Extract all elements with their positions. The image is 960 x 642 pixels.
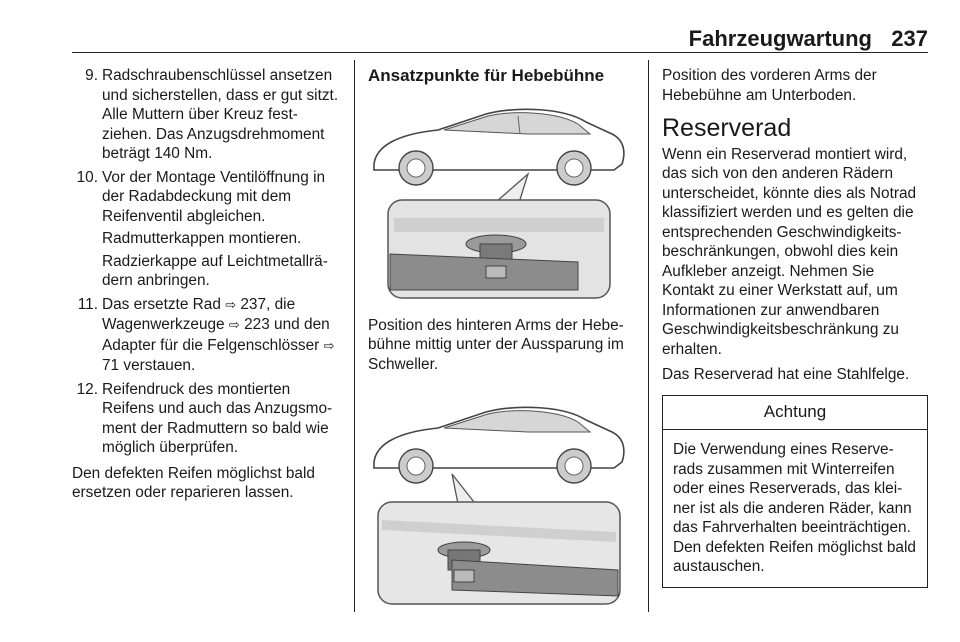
page-reference-arrow-icon: ⇨ bbox=[225, 297, 237, 313]
header-divider bbox=[72, 52, 928, 53]
closing-paragraph: Den defekten Reifen möglichst bald ersetzen oder reparieren lassen. bbox=[72, 464, 315, 501]
column-right bbox=[662, 66, 928, 588]
body-paragraph: Wenn ein Reserverad montiert wird, das sich von den anderen Rädern unterscheidet, könnte dies als Notrad klassifiziert werden und es gelten die entsprechenden Geschwindigkeitsbeschränkungen, obwohl dies kein Aufkleber anzeigt. Nehmen Sie Kontakt zu einer Werkstatt auf, um Informationen zur anwendbaren Geschwindigkeitsbeschränkung zu erhalten. bbox=[662, 145, 917, 358]
page-reference-link[interactable]: 223 und den Adapter für die Felgenschlösser bbox=[102, 316, 330, 354]
step-text: Das ersetzte Rad bbox=[102, 295, 221, 313]
section-heading: Reserverad bbox=[662, 114, 792, 142]
page-number: 237 bbox=[891, 26, 928, 51]
section-title: Fahrzeugwartung bbox=[688, 26, 872, 51]
step-text: Radschraubenschlüssel ansetzen und sicherstellen, dass er gut sitzt. Alle Muttern über Kreuz festziehen. Das Anzugsdrehmoment beträgt 140 Nm. bbox=[102, 67, 339, 162]
lift-point-front-illustration bbox=[368, 392, 630, 608]
page-reference-arrow-icon: ⇨ bbox=[323, 338, 335, 354]
page-reference-link[interactable]: 237, die Wagenwerkzeuge bbox=[102, 295, 296, 333]
step-12 bbox=[72, 380, 342, 458]
step-number: 9. bbox=[85, 67, 98, 84]
step-number: 10. bbox=[76, 168, 98, 186]
step-text: Vor der Montage Ventilöffnung in der Radabdeckung mit dem Reifenventil abgleichen. bbox=[102, 168, 326, 225]
warning-title: Achtung bbox=[663, 396, 927, 431]
step-9 bbox=[72, 66, 342, 164]
page-header bbox=[0, 0, 960, 50]
section-heading: Ansatzpunkte für Hebebühne bbox=[368, 66, 605, 85]
body-paragraph: Das Reserverad hat eine Stahlfelge. bbox=[662, 366, 910, 383]
step-10 bbox=[72, 168, 342, 291]
column-divider-right bbox=[648, 60, 649, 612]
column-divider-left bbox=[354, 60, 355, 612]
column-middle bbox=[368, 66, 634, 608]
warning-box bbox=[662, 395, 928, 588]
page-reference-link[interactable]: 71 verstauen. bbox=[102, 357, 196, 374]
step-subtext: Radmutterkappen montieren. bbox=[102, 230, 302, 247]
page-reference-arrow-icon: ⇨ bbox=[228, 318, 240, 333]
warning-text: Die Verwendung eines Reserverads zusammen mit Winterreifen oder eines Reserverads, das kleiner ist als die anderen Räder, kann das Fahrverhalten beeinträchtigen. Den defekten Reifen möglichst bald austauschen. bbox=[673, 441, 916, 575]
step-11 bbox=[72, 295, 342, 376]
lift-point-rear-illustration bbox=[368, 94, 630, 302]
step-subtext: Radzierkappe auf Leichtmetallrädern anbringen. bbox=[102, 252, 328, 289]
step-text: Reifendruck des montierten Reifens und auch das Anzugsmoment der Radmuttern so bald wie möglich überprüfen. bbox=[102, 380, 333, 456]
figure-caption: Position des vorderen Arms der Hebebühne am Unterboden. bbox=[662, 67, 877, 104]
step-number: 11. bbox=[77, 295, 98, 313]
column-left bbox=[72, 66, 342, 503]
figure-caption: Position des hinteren Arms der Hebebühne mittig unter der Aussparung im Schweller. bbox=[368, 316, 624, 373]
step-number: 12. bbox=[76, 380, 98, 398]
step-list bbox=[72, 66, 342, 458]
